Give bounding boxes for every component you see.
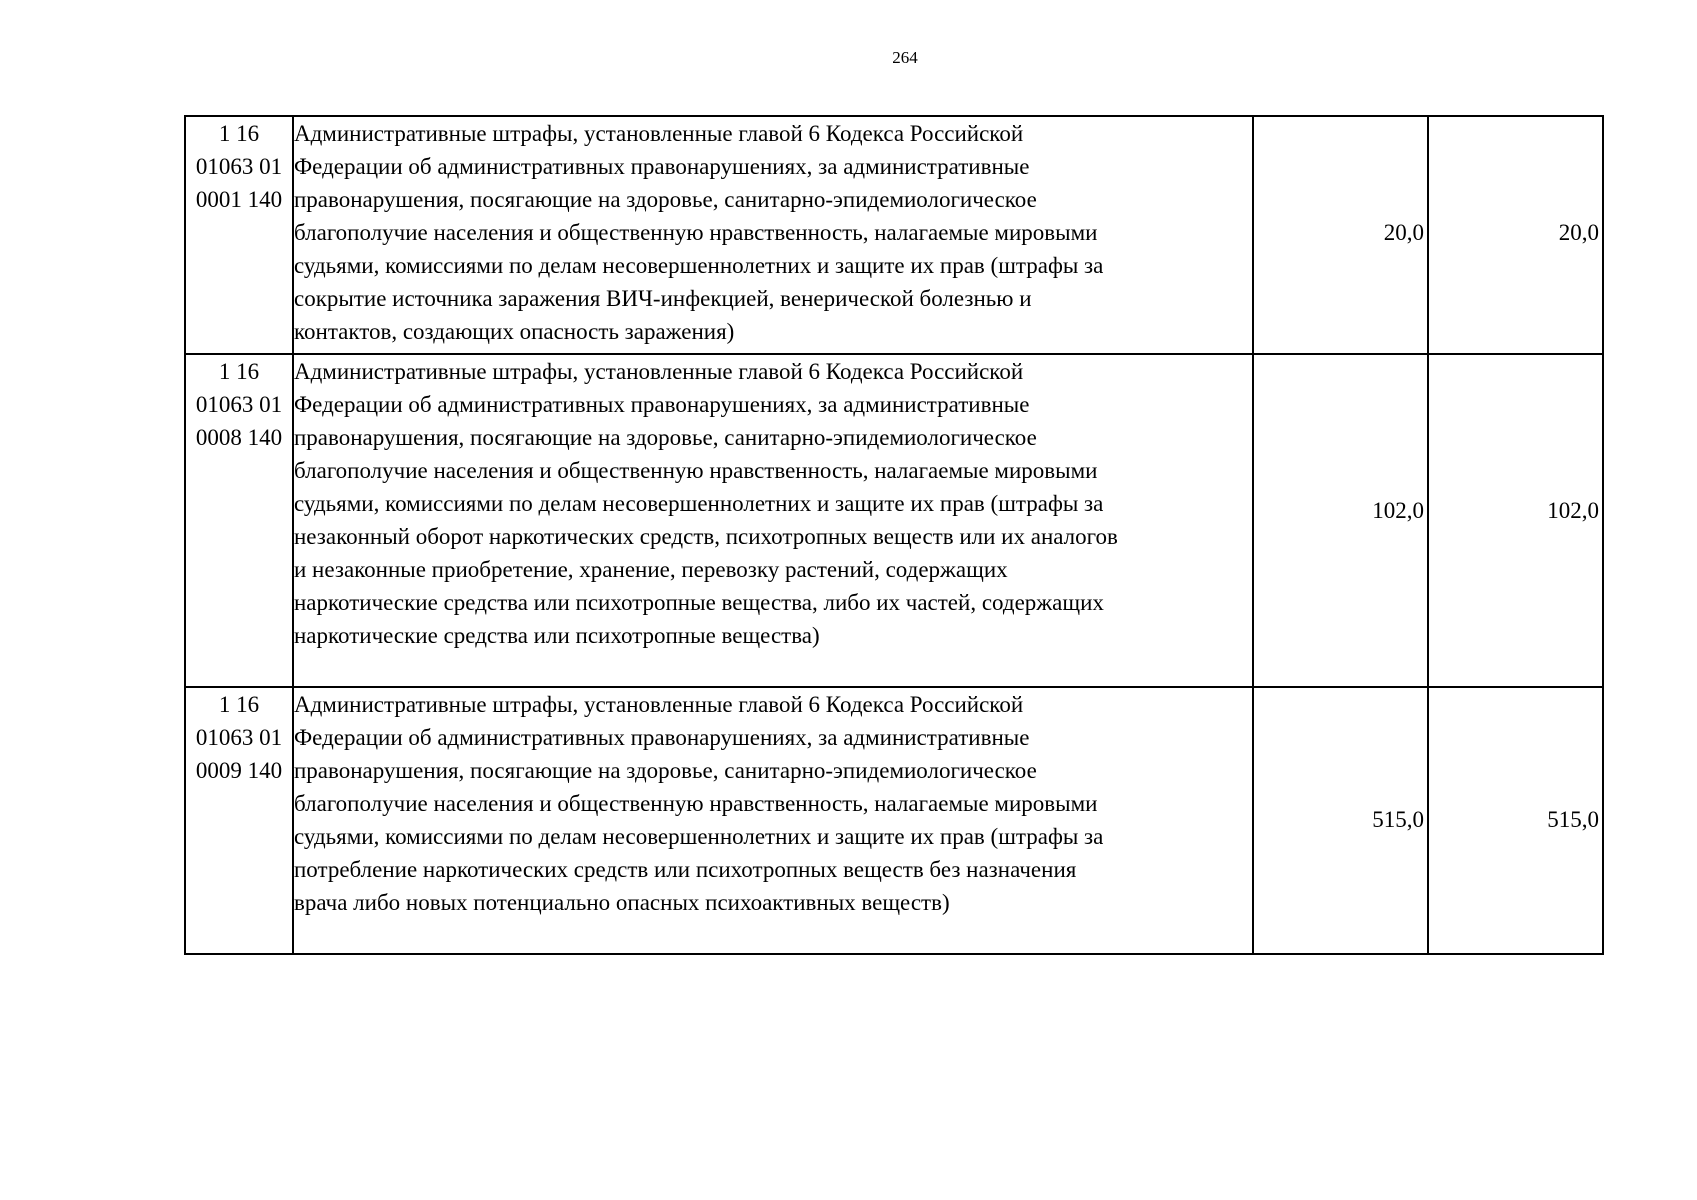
description-line: правонарушения, посягающие на здоровье, санитарно-эпидемиологическое — [294, 187, 1037, 212]
budget-code-cell — [185, 687, 293, 954]
description-line: судьями, комиссиями по делам несовершеннолетних и защите их прав (штрафы за — [294, 491, 1104, 516]
description-cell — [293, 354, 1253, 687]
amount-value-2: 102,0 — [1547, 498, 1599, 523]
description-line: судьями, комиссиями по делам несовершеннолетних и защите их прав (штрафы за — [294, 253, 1104, 278]
page-number: 264 — [892, 48, 918, 67]
description-line: Административные штрафы, установленные главой 6 Кодекса Российской — [294, 692, 1024, 717]
description-line: сокрытие источника заражения ВИЧ-инфекцией, венерической болезнью и — [294, 286, 1032, 311]
description-line: судьями, комиссиями по делам несовершеннолетних и защите их прав (штрафы за — [294, 824, 1104, 849]
amount-cell-2 — [1428, 116, 1603, 354]
table-row — [185, 116, 1603, 354]
amount-cell-1 — [1253, 354, 1428, 687]
amount-cell-2 — [1428, 354, 1603, 687]
budget-table — [184, 115, 1604, 955]
description-line: правонарушения, посягающие на здоровье, санитарно-эпидемиологическое — [294, 758, 1037, 783]
description-line: Административные штрафы, установленные главой 6 Кодекса Российской — [294, 121, 1024, 146]
budget-code-line: 1 16 — [218, 359, 260, 384]
description-line: Федерации об административных правонарушениях, за административные — [294, 725, 1030, 750]
description-line: Административные штрафы, установленные главой 6 Кодекса Российской — [294, 359, 1024, 384]
description-line: потребление наркотических средств или психотропных веществ без назначения — [294, 857, 1077, 882]
description-cell — [293, 687, 1253, 954]
description-line: благополучие населения и общественную нравственность, налагаемые мировыми — [294, 220, 1098, 245]
amount-value-1: 515,0 — [1372, 807, 1424, 832]
description-line: незаконный оборот наркотических средств, психотропных веществ или их аналогов — [294, 524, 1118, 549]
budget-code-line: 0001 140 — [195, 187, 283, 212]
description-cell — [293, 116, 1253, 354]
description-line: Федерации об административных правонарушениях, за административные — [294, 392, 1030, 417]
amount-cell-1 — [1253, 116, 1428, 354]
description-line: наркотические средства или психотропные вещества) — [294, 623, 820, 648]
description-line: Федерации об административных правонарушениях, за административные — [294, 154, 1030, 179]
budget-code-cell — [185, 354, 293, 687]
amount-cell-2 — [1428, 687, 1603, 954]
amount-value-2: 515,0 — [1547, 807, 1599, 832]
budget-code-line: 01063 01 — [195, 725, 283, 750]
description-line: врача либо новых потенциально опасных психоактивных веществ) — [294, 890, 950, 915]
description-line: благополучие населения и общественную нравственность, налагаемые мировыми — [294, 791, 1098, 816]
amount-value-2: 20,0 — [1558, 219, 1599, 245]
budget-code-line: 01063 01 — [195, 392, 283, 417]
description-line: и незаконные приобретение, хранение, перевозку растений, содержащих — [294, 557, 1008, 582]
amount-value-1: 102,0 — [1372, 498, 1424, 523]
table-row — [185, 354, 1603, 687]
amount-cell-1 — [1253, 687, 1428, 954]
budget-code-line: 01063 01 — [195, 154, 283, 179]
description-line: контактов, создающих опасность заражения) — [294, 319, 735, 344]
description-line: наркотические средства или психотропные вещества, либо их частей, содержащих — [294, 590, 1104, 615]
budget-code-line: 1 16 — [218, 692, 260, 717]
budget-code-line: 1 16 — [218, 121, 260, 146]
description-line: правонарушения, посягающие на здоровье, санитарно-эпидемиологическое — [294, 425, 1037, 450]
budget-code-line: 0009 140 — [195, 758, 283, 783]
budget-code-line: 0008 140 — [195, 425, 283, 450]
description-line: благополучие населения и общественную нравственность, налагаемые мировыми — [294, 458, 1098, 483]
amount-value-1: 20,0 — [1383, 219, 1424, 245]
table-row — [185, 687, 1603, 954]
budget-table-body — [185, 116, 1603, 954]
budget-code-cell — [185, 116, 293, 354]
